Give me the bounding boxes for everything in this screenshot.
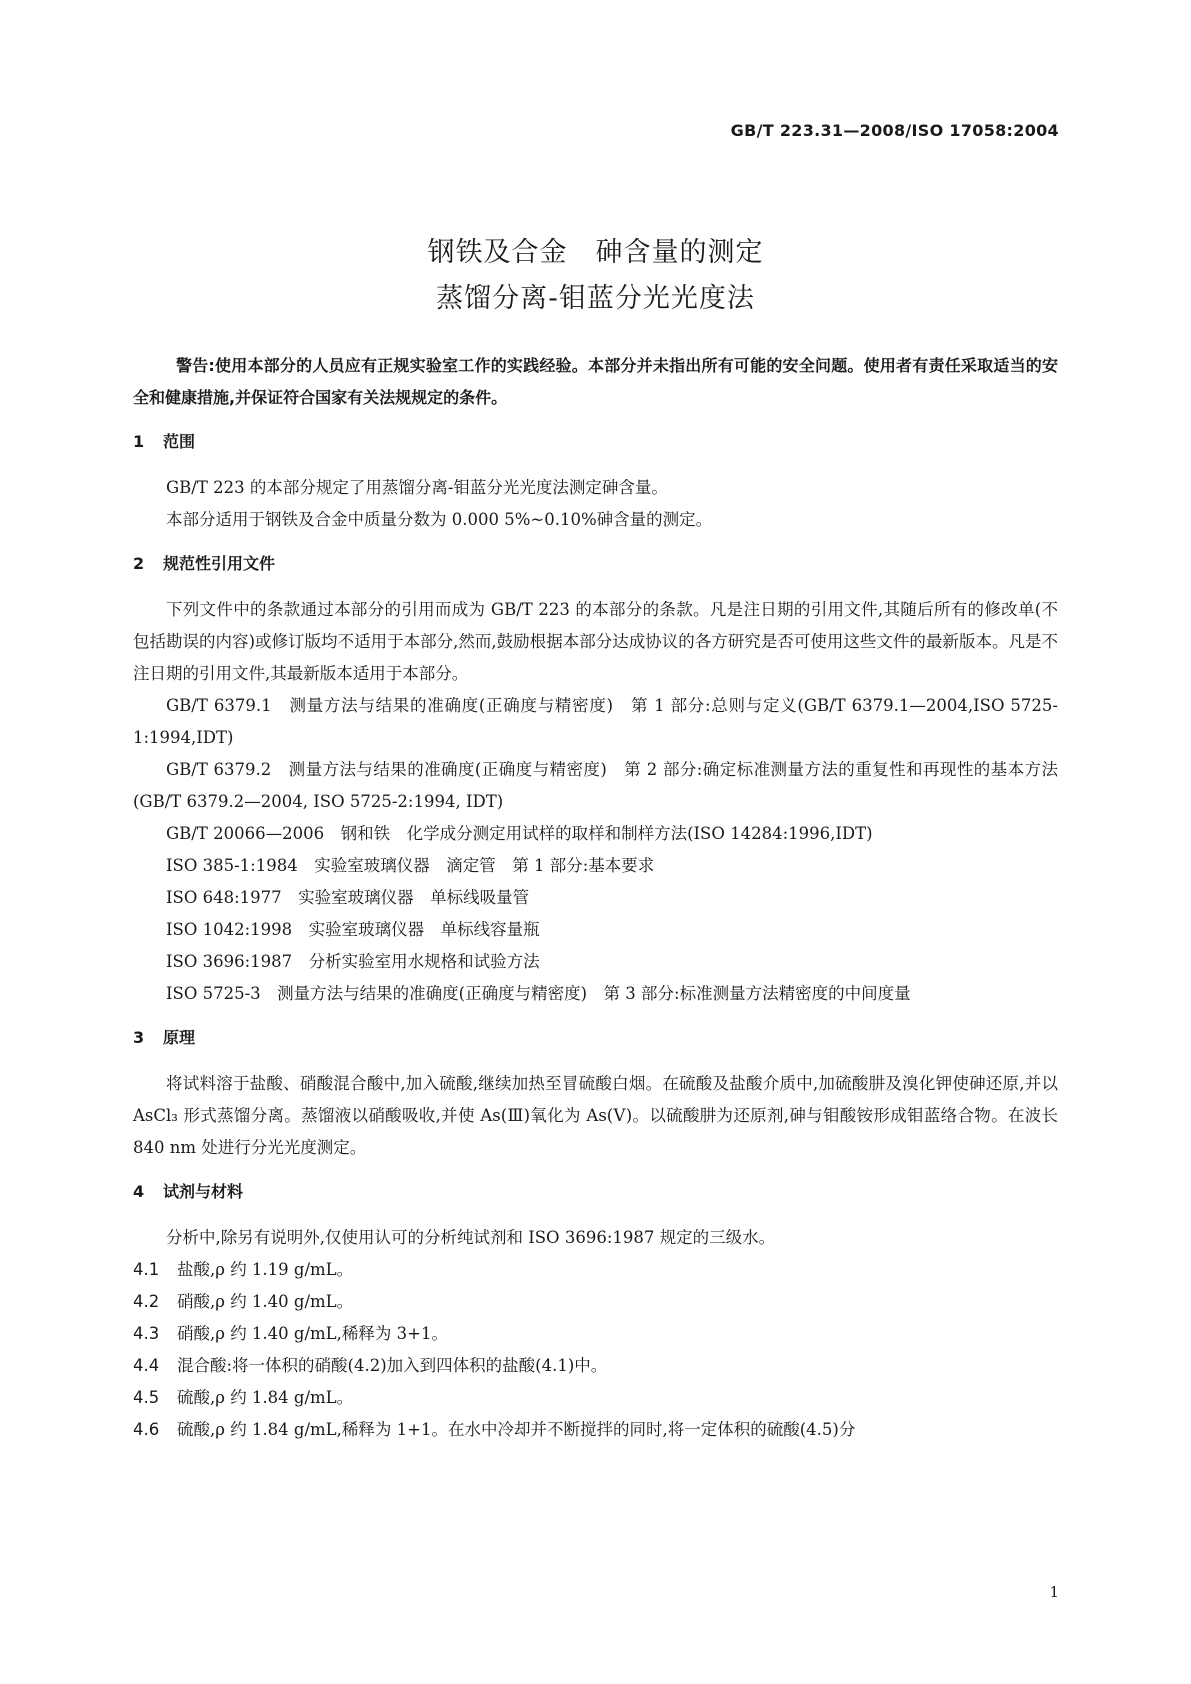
paragraph: 下列文件中的条款通过本部分的引用而成为 GB/T 223 的本部分的条款。凡是注日期的引用文件,其随后所有的修改单(不包括勘误的内容)或修订版均不适用于本部分,然而,鼓励根据本部分达成协议的各方研究是否可使用这些文件的最新版本。凡是不注日期的引用文件,其最新版本适用于本部分。 bbox=[133, 600, 1058, 683]
paragraph: 本部分适用于钢铁及合金中质量分数为 0.000 5%~0.10%砷含量的测定。 bbox=[166, 510, 713, 529]
item-number: 4.4 bbox=[133, 1356, 160, 1375]
list-item bbox=[133, 1382, 1058, 1414]
item-text: 硝酸,ρ 约 1.40 g/mL,稀释为 3+1。 bbox=[177, 1324, 448, 1343]
standard-code: GB/T 223.31—2008/ISO 17058:2004 bbox=[730, 121, 1059, 140]
item-text: 硫酸,ρ 约 1.84 g/mL,稀释为 1+1。在水中冷却并不断搅拌的同时,将一定体积的硫酸(4.5)分 bbox=[177, 1420, 856, 1439]
item-number: 4.3 bbox=[133, 1324, 160, 1343]
list-item bbox=[133, 1254, 1058, 1286]
section-number: 1 bbox=[133, 432, 145, 451]
section-number: 3 bbox=[133, 1028, 145, 1047]
page-number: 1 bbox=[1049, 1583, 1059, 1601]
reference-entry: GB/T 20066—2006 钢和铁 化学成分测定用试样的取样和制样方法(ISO 14284:1996,IDT) bbox=[166, 824, 873, 843]
reference-entry: GB/T 6379.2 测量方法与结果的准确度(正确度与精密度) 第 2 部分:确定标准测量方法的重复性和再现性的基本方法(GB/T 6379.2—2004, ISO 5725-2:1994, IDT) bbox=[133, 760, 1058, 811]
item-number: 4.1 bbox=[133, 1260, 160, 1279]
reference-entry: ISO 648:1977 实验室玻璃仪器 单标线吸量管 bbox=[166, 888, 530, 907]
paragraph: GB/T 223 的本部分规定了用蒸馏分离-钼蓝分光光度法测定砷含量。 bbox=[166, 478, 668, 497]
list-item bbox=[133, 1318, 1058, 1350]
section-number: 4 bbox=[133, 1182, 145, 1201]
item-text: 盐酸,ρ 约 1.19 g/mL。 bbox=[177, 1260, 354, 1279]
reference-entry: ISO 5725-3 测量方法与结果的准确度(正确度与精密度) 第 3 部分:标准测量方法精密度的中间度量 bbox=[166, 984, 911, 1003]
section-title: 原理 bbox=[163, 1028, 196, 1047]
reference-entry: ISO 1042:1998 实验室玻璃仪器 单标线容量瓶 bbox=[166, 920, 540, 939]
warning-paragraph: 警告:使用本部分的人员应有正规实验室工作的实践经验。本部分并未指出所有可能的安全问题。使用者有责任采取适当的安全和健康措施,并保证符合国家有关法规规定的条件。 bbox=[133, 356, 1058, 407]
section-title: 范围 bbox=[163, 432, 196, 451]
list-item bbox=[133, 1414, 1058, 1446]
document-title-line-2: 蒸馏分离-钼蓝分光光度法 bbox=[436, 283, 755, 314]
item-number: 4.2 bbox=[133, 1292, 160, 1311]
item-text: 混合酸:将一体积的硝酸(4.2)加入到四体积的盐酸(4.1)中。 bbox=[177, 1356, 608, 1375]
item-number: 4.5 bbox=[133, 1388, 160, 1407]
item-number: 4.6 bbox=[133, 1420, 160, 1439]
section-title: 规范性引用文件 bbox=[163, 554, 276, 573]
paragraph: 将试料溶于盐酸、硝酸混合酸中,加入硫酸,继续加热至冒硫酸白烟。在硫酸及盐酸介质中,加硫酸肼及溴化钾使砷还原,并以 AsCl₃ 形式蒸馏分离。蒸馏液以硝酸吸收,并使 As(Ⅲ)氧化为 As(Ⅴ)。以硫酸肼为还原剂,砷与钼酸铵形成钼蓝络合物。在波长 840 nm 处进行分光光度测定。 bbox=[133, 1074, 1058, 1157]
section-heading-3 bbox=[133, 1022, 1058, 1054]
section-heading-1 bbox=[133, 426, 1058, 458]
item-text: 硫酸,ρ 约 1.84 g/mL。 bbox=[177, 1388, 354, 1407]
list-item bbox=[133, 1286, 1058, 1318]
document-body bbox=[133, 350, 1058, 1446]
reference-entry: ISO 3696:1987 分析实验室用水规格和试验方法 bbox=[166, 952, 540, 971]
list-item bbox=[133, 1350, 1058, 1382]
section-heading-2 bbox=[133, 548, 1058, 580]
section-title: 试剂与材料 bbox=[163, 1182, 244, 1201]
section-number: 2 bbox=[133, 554, 145, 573]
document-title-line-1: 钢铁及合金 砷含量的测定 bbox=[427, 237, 764, 268]
reference-entry: GB/T 6379.1 测量方法与结果的准确度(正确度与精密度) 第 1 部分:总则与定义(GB/T 6379.1—2004,ISO 5725-1:1994,IDT) bbox=[133, 696, 1058, 747]
paragraph: 分析中,除另有说明外,仅使用认可的分析纯试剂和 ISO 3696:1987 规定的三级水。 bbox=[166, 1228, 776, 1247]
section-heading-4 bbox=[133, 1176, 1058, 1208]
reference-entry: ISO 385-1:1984 实验室玻璃仪器 滴定管 第 1 部分:基本要求 bbox=[166, 856, 655, 875]
item-text: 硝酸,ρ 约 1.40 g/mL。 bbox=[177, 1292, 354, 1311]
